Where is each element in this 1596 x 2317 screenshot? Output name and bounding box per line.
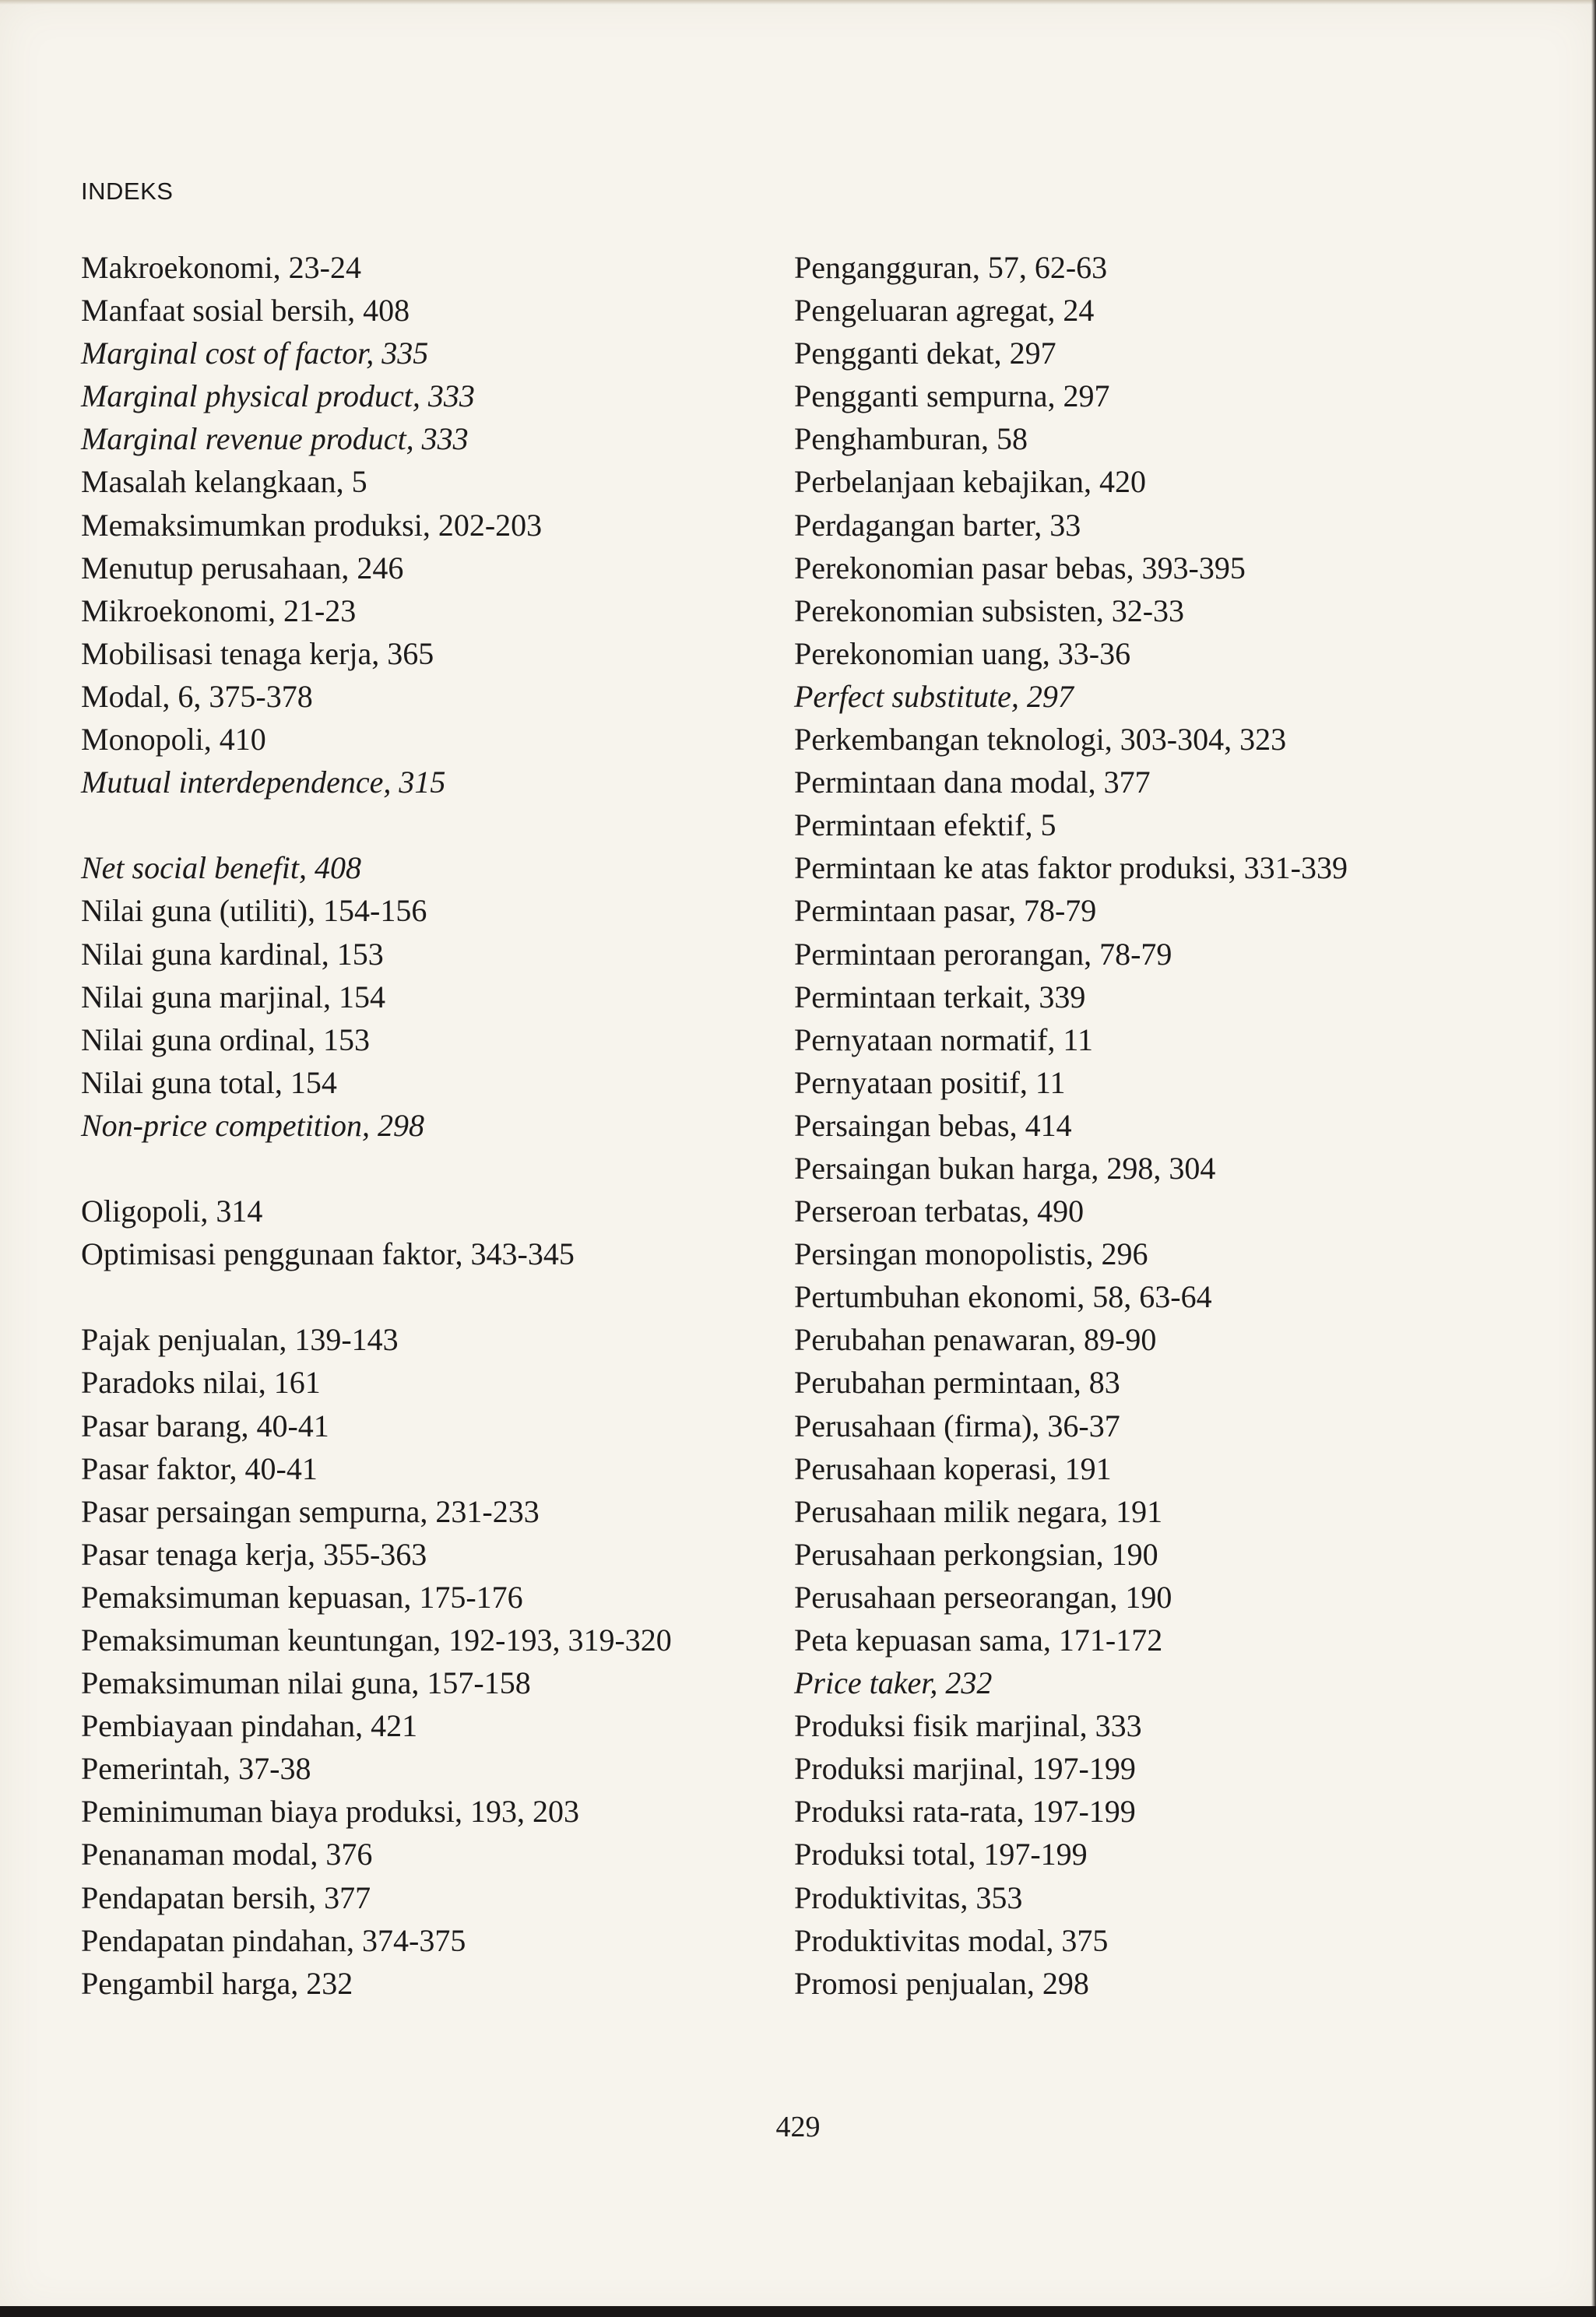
index-entry: Menutup perusahaan, 246 [81,550,404,585]
index-entry: Perekonomian subsisten, 32-33 [794,592,1185,628]
index-entry: Memaksimumkan produksi, 202-203 [81,507,543,543]
index-entry: Net social benefit, 408 [81,850,361,886]
index-entry: Masalah kelangkaan, 5 [81,464,367,500]
index-entry: Nilai guna marjinal, 154 [81,979,386,1014]
index-entry: Manfaat sosial bersih, 408 [81,293,410,329]
index-entry: Pengangguran, 57, 62-63 [794,250,1108,285]
index-entry: Oligopoli, 314 [81,1194,263,1229]
index-entry: Pendapatan pindahan, 374-375 [81,1922,466,1958]
index-entry: Nilai guna total, 154 [81,1064,337,1100]
index-entry: Perusahaan perkongsian, 190 [794,1536,1158,1572]
index-entry: Produksi rata-rata, 197-199 [794,1794,1136,1830]
index-entry: Pemaksimuman keuntungan, 192-193, 319-320 [81,1623,672,1658]
index-entry: Pengeluaran agregat, 24 [794,293,1095,329]
index-entry: Nilai guna ordinal, 153 [81,1021,371,1057]
index-entry: Pengganti sempurna, 297 [794,378,1110,414]
index-entry: Produktivitas modal, 375 [794,1922,1109,1958]
index-entry: Produksi total, 197-199 [794,1837,1088,1872]
index-entry: Marginal cost of factor, 335 [81,336,429,371]
index-entry: Pemerintah, 37-38 [81,1751,311,1787]
index-entry: Persaingan bukan harga, 298, 304 [794,1150,1216,1186]
page-top-edge [0,0,1596,5]
index-entry: Produksi marjinal, 197-199 [794,1751,1136,1787]
index-entry: Pernyataan positif, 11 [794,1064,1066,1100]
index-entry: Optimisasi penggunaan faktor, 343-345 [81,1236,575,1272]
index-entry: Monopoli, 410 [81,722,266,758]
index-entry: Peta kepuasan sama, 171-172 [794,1623,1163,1658]
index-group-gap [81,1147,751,1190]
index-entry: Perseroan terbatas, 490 [794,1194,1085,1229]
index-entry: Perekonomian pasar bebas, 393-395 [794,550,1246,585]
index-entry: Perdagangan barter, 33 [794,507,1081,543]
scan-bottom-edge [0,2306,1596,2317]
index-entry: Permintaan dana modal, 377 [794,765,1151,800]
index-entry: Non-price competition, 298 [81,1107,425,1143]
index-column-left [81,246,751,2005]
index-entry: Perfect substitute, 297 [794,678,1074,714]
page-number: 429 [775,2111,821,2143]
index-entry: Perekonomian uang, 33-36 [794,635,1131,671]
index-entry: Pasar faktor, 40-41 [81,1450,318,1486]
index-entry: Paradoks nilai, 161 [81,1365,321,1401]
index-entry: Price taker, 232 [794,1665,993,1701]
index-entry: Produksi fisik marjinal, 333 [794,1708,1142,1744]
index-entry: Mutual interdependence, 315 [81,765,446,800]
index-entry: Permintaan ke atas faktor produksi, 331-339 [794,850,1348,886]
index-entry: Pernyataan normatif, 11 [794,1021,1093,1057]
index-entry: Pasar tenaga kerja, 355-363 [81,1536,427,1572]
index-entry: Penanaman modal, 376 [81,1837,373,1872]
index-group-gap [81,803,751,846]
index-entry: Pasar barang, 40-41 [81,1408,329,1443]
index-entry: Perkembangan teknologi, 303-304, 323 [794,722,1287,758]
index-entry: Permintaan perorangan, 78-79 [794,936,1172,972]
index-entry: Perubahan penawaran, 89-90 [794,1322,1157,1358]
index-entry: Nilai guna kardinal, 153 [81,936,384,972]
index-entry: Persingan monopolistis, 296 [794,1236,1148,1272]
index-entry: Pembiayaan pindahan, 421 [81,1708,418,1744]
index-entry: Marginal physical product, 333 [81,378,475,414]
running-head: INDEKS [81,178,174,205]
index-entry: Modal, 6, 375-378 [81,678,313,714]
page-right-edge [1591,0,1596,2317]
index-entry: Marginal revenue product, 333 [81,421,469,457]
index-entry: Permintaan pasar, 78-79 [794,893,1097,929]
index-entry: Persaingan bebas, 414 [794,1107,1072,1143]
index-entry: Mobilisasi tenaga kerja, 365 [81,635,434,671]
index-entry: Perusahaan koperasi, 191 [794,1450,1112,1486]
index-entry: Permintaan terkait, 339 [794,979,1086,1014]
index-entry: Produktivitas, 353 [794,1879,1023,1915]
index-entry: Pasar persaingan sempurna, 231-233 [81,1493,540,1529]
index-entry: Perusahaan perseorangan, 190 [794,1579,1172,1615]
index-entry: Permintaan efektif, 5 [794,807,1056,843]
index-entry: Pemaksimuman nilai guna, 157-158 [81,1665,531,1701]
index-entry: Perubahan permintaan, 83 [794,1365,1120,1401]
index-entry: Perbelanjaan kebajikan, 420 [794,464,1147,500]
index-entry: Perusahaan (firma), 36-37 [794,1408,1120,1443]
index-entry: Pemaksimuman kepuasan, 175-176 [81,1579,523,1615]
index-entry: Pengganti dekat, 297 [794,336,1056,371]
index-entry: Promosi penjualan, 298 [794,1965,1089,2001]
index-entry: Penghamburan, 58 [794,421,1028,457]
index-entry: Pajak penjualan, 139-143 [81,1322,399,1358]
index-entry: Pengambil harga, 232 [81,1965,353,2001]
index-entry: Peminimuman biaya produksi, 193, 203 [81,1794,579,1830]
index-group-gap [81,1275,751,1318]
index-entry: Pertumbuhan ekonomi, 58, 63-64 [794,1279,1212,1315]
index-entry: Mikroekonomi, 21-23 [81,592,357,628]
index-entry: Nilai guna (utiliti), 154-156 [81,893,427,929]
index-entry: Perusahaan milik negara, 191 [794,1493,1163,1529]
index-column-right [794,246,1573,2005]
index-entry: Makroekonomi, 23-24 [81,250,361,285]
index-entry: Pendapatan bersih, 377 [81,1879,371,1915]
